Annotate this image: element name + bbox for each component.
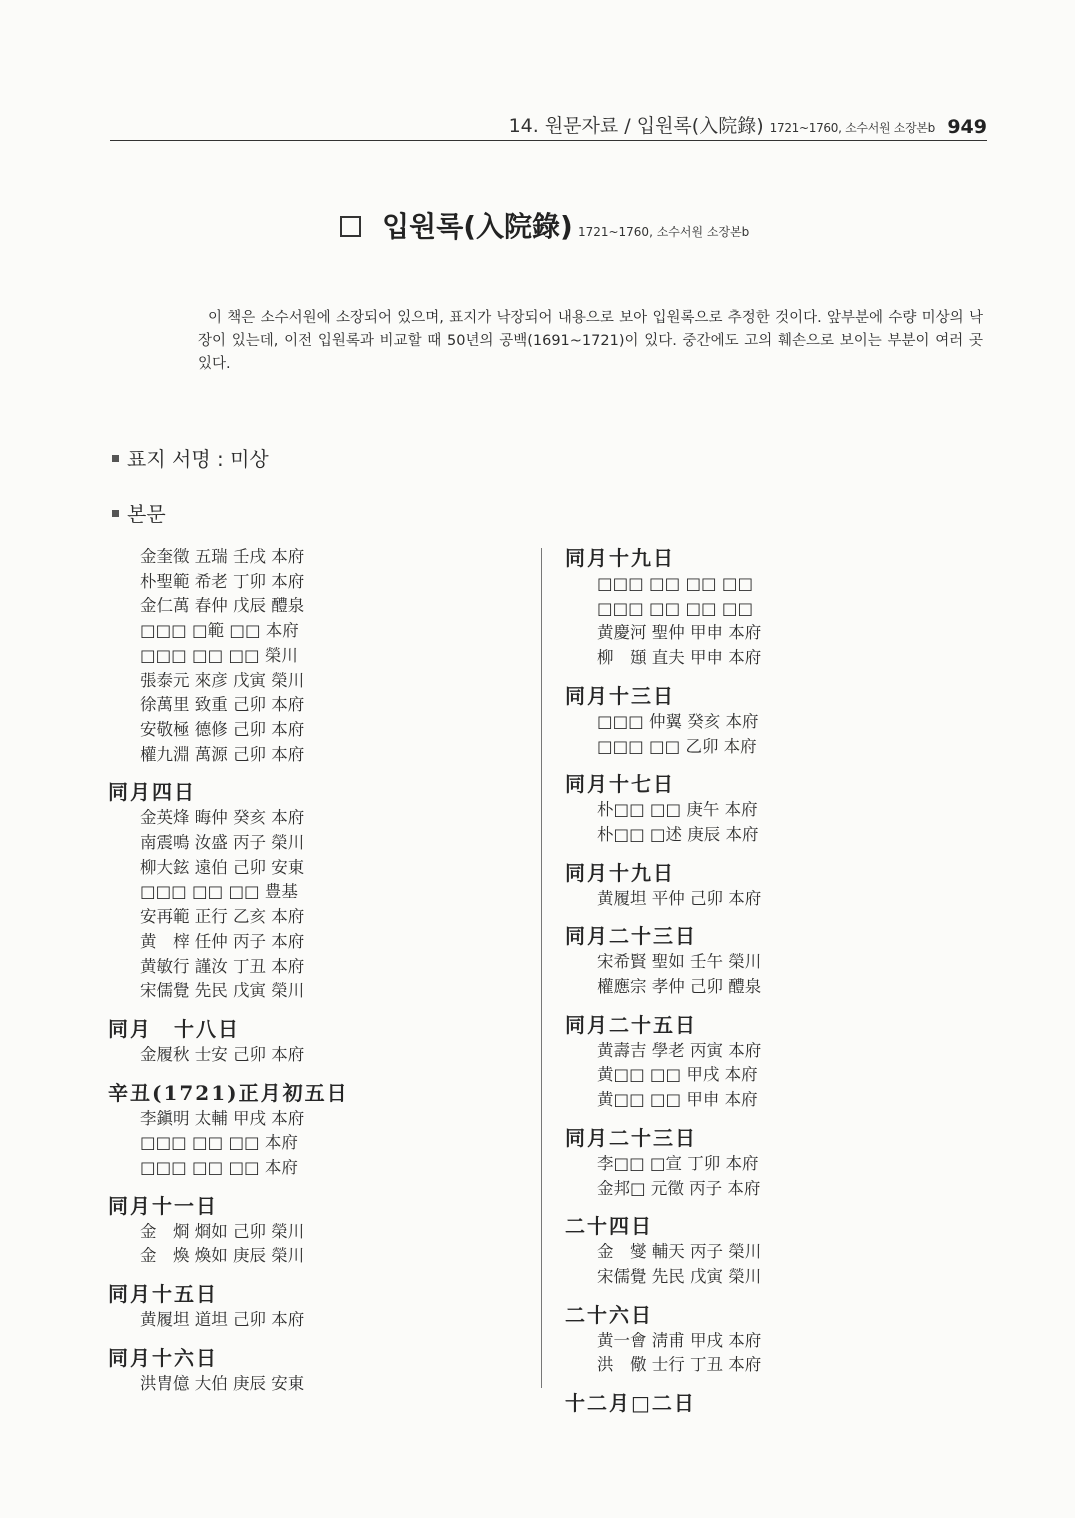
intro-paragraph: 이 책은 소수서원에 소장되어 있으며, 표지가 낙장되어 내용으로 보아 입원록으로 추정한 것이다. 앞부분에 수량 미상의 낙장이 있는데, 이전 입원록과 비교할 때 50년의 공백(1691~1721)이 있다. 중간에도 고의 훼손으로 보이는 부분이 여러 곳 있다. xyxy=(198,310,983,372)
date-group xyxy=(108,1281,398,1333)
running-header xyxy=(110,112,987,141)
date-group xyxy=(565,860,855,912)
roster-entry: 權應宗 孝仲 己卯 醴泉 xyxy=(597,977,762,997)
page-number: 949 xyxy=(947,116,987,138)
date-group xyxy=(565,545,855,671)
roster-entry: □□□ □□ □□ 本府 xyxy=(140,1158,298,1178)
date-group xyxy=(108,545,398,767)
roster-entry: 宋儒覺 先民 戊寅 榮川 xyxy=(597,1266,762,1286)
date-heading: 同月十九日 xyxy=(565,546,675,570)
roster-entry: 黄□□ □□ 甲申 本府 xyxy=(597,1090,758,1110)
roster-entry: 黄壽吉 學老 丙寅 本府 xyxy=(597,1040,762,1060)
running-section-note: 1721~1760, 소수서원 소장본b xyxy=(769,121,935,135)
roster-entry: 宋希賢 聖如 壬午 榮川 xyxy=(597,952,762,972)
date-group xyxy=(565,923,855,999)
roster-entry: □□□ 仲翼 癸亥 本府 xyxy=(597,711,759,731)
date-group xyxy=(565,683,855,759)
roster-entry: 南震鳴 汝盛 丙子 榮川 xyxy=(140,833,305,853)
date-heading: 同月二十五日 xyxy=(565,1012,697,1037)
date-heading: 同月十七日 xyxy=(565,772,675,797)
roster-entry: □□□ □□ □□ □□ xyxy=(597,598,754,618)
roster-entry: 張泰元 來彦 戊寅 榮川 xyxy=(140,670,305,690)
roster-entry: □□□ □□ □□ 豊基 xyxy=(140,882,298,902)
date-heading: 同月十六日 xyxy=(108,1345,218,1370)
roster-entry: 朴□□ □述 庚辰 本府 xyxy=(597,824,759,844)
date-heading: 同月二十三日 xyxy=(565,924,697,949)
roster-entry: 黄履坦 平仲 己卯 本府 xyxy=(597,888,762,908)
roster-entry: 黄一會 淸甫 甲戌 本府 xyxy=(597,1330,762,1350)
roster-entry: 金仁萬 春仲 戊辰 醴泉 xyxy=(140,596,305,616)
roster-entry: 金履秋 士安 己卯 本府 xyxy=(140,1044,305,1064)
section-body xyxy=(112,498,166,527)
roster-entry: 金邦□ 元徵 丙子 本府 xyxy=(597,1178,761,1198)
column-divider xyxy=(541,548,542,1388)
roster-entry: 黄 榟 任仲 丙子 本府 xyxy=(140,931,305,951)
title-note: 1721~1760, 소수서원 소장본b xyxy=(577,225,750,239)
roster-entry: □□□ □□ □□ 本府 xyxy=(140,1133,298,1153)
roster-entry: 金英烽 晦仲 癸亥 本府 xyxy=(140,808,305,828)
roster-entry: 安再範 正行 乙亥 本府 xyxy=(140,907,305,927)
roster-entry: 黄履坦 道坦 己卯 本府 xyxy=(140,1310,305,1330)
roster-entry: 徐萬里 致重 己卯 本府 xyxy=(140,695,305,715)
roster-entry: 黄慶河 聖仲 甲申 本府 xyxy=(597,623,762,643)
date-group xyxy=(565,1125,855,1201)
roster-entry: 柳 頲 直夫 甲申 本府 xyxy=(597,648,762,668)
date-group xyxy=(565,1012,855,1113)
title-main: 입원록(入院錄) xyxy=(382,210,573,243)
date-heading: 同月十三日 xyxy=(565,683,675,708)
roster-entry: 金 燮 輔天 丙子 榮川 xyxy=(597,1242,762,1262)
square-bullet-icon xyxy=(112,455,119,462)
date-group xyxy=(565,1390,855,1417)
roster-entry: 宋儒覺 先民 戊寅 榮川 xyxy=(140,981,305,1001)
date-heading: 同月十五日 xyxy=(108,1282,218,1307)
roster-entry: 李□□ □宣 丁卯 本府 xyxy=(597,1153,759,1173)
section-body-label: 본문 xyxy=(127,502,166,526)
date-heading: 同月十一日 xyxy=(108,1193,218,1218)
roster-entry: 柳大鉉 遠伯 己卯 安東 xyxy=(140,857,305,877)
running-title xyxy=(509,111,935,138)
checkbox-square-icon xyxy=(340,216,361,237)
date-heading: 同月四日 xyxy=(108,780,196,805)
roster-entry: 洪胄億 大伯 庚辰 安東 xyxy=(140,1373,305,1393)
running-section: 14. 원문자료 / 입원록(入院錄) xyxy=(508,115,764,137)
roster-entry: □□□ □範 □□ 本府 xyxy=(140,621,299,641)
roster-entry: □□□ □□ 乙卯 本府 xyxy=(597,736,757,756)
roster-entry: □□□ □□ □□ 榮川 xyxy=(140,645,298,665)
date-heading: 同月二十三日 xyxy=(565,1125,697,1150)
roster-entry: 金 煥 煥如 庚辰 榮川 xyxy=(140,1246,305,1266)
left-column xyxy=(108,545,398,1409)
date-group xyxy=(108,1080,398,1181)
section-cover xyxy=(112,443,269,472)
date-heading: 同月 十八日 xyxy=(108,1016,240,1041)
date-heading: 二十四日 xyxy=(565,1214,653,1239)
date-heading: 辛丑(1721)正月初五日 xyxy=(108,1080,349,1105)
date-group xyxy=(108,1016,398,1068)
roster-entry: 李鎭明 太輔 甲戌 本府 xyxy=(140,1108,305,1128)
roster-entry: 黄□□ □□ 甲戌 本府 xyxy=(597,1065,758,1085)
roster-entry: 權九淵 萬源 己卯 本府 xyxy=(140,744,305,764)
date-group xyxy=(565,771,855,847)
date-group xyxy=(108,779,398,1004)
roster-entry: 金 烱 烱如 己卯 榮川 xyxy=(140,1221,305,1241)
right-column xyxy=(565,545,855,1429)
roster-entry: □□□ □□ □□ □□ xyxy=(597,574,754,593)
roster-entry: 朴聖範 希老 丁卯 本府 xyxy=(140,571,305,591)
roster-entry: 朴□□ □□ 庚午 本府 xyxy=(597,800,758,820)
roster-entry: 金奎徵 五瑞 壬戌 本府 xyxy=(140,547,305,566)
roster-entry: 黄敏行 謹汝 丁丑 本府 xyxy=(140,956,305,976)
square-bullet-icon xyxy=(112,510,119,517)
date-heading: 二十六日 xyxy=(565,1302,653,1327)
date-heading: 十二月□二日 xyxy=(565,1391,696,1416)
document-title xyxy=(340,205,749,245)
roster-entry: 安敬極 德修 己卯 本府 xyxy=(140,719,305,739)
date-group xyxy=(565,1302,855,1378)
date-group xyxy=(108,1193,398,1269)
date-heading: 同月十九日 xyxy=(565,860,675,885)
date-group xyxy=(108,1345,398,1397)
date-group xyxy=(565,1213,855,1289)
roster-entry: 洪 儆 士行 丁丑 本府 xyxy=(597,1355,762,1375)
section-cover-label: 표지 서명 : 미상 xyxy=(127,447,269,471)
